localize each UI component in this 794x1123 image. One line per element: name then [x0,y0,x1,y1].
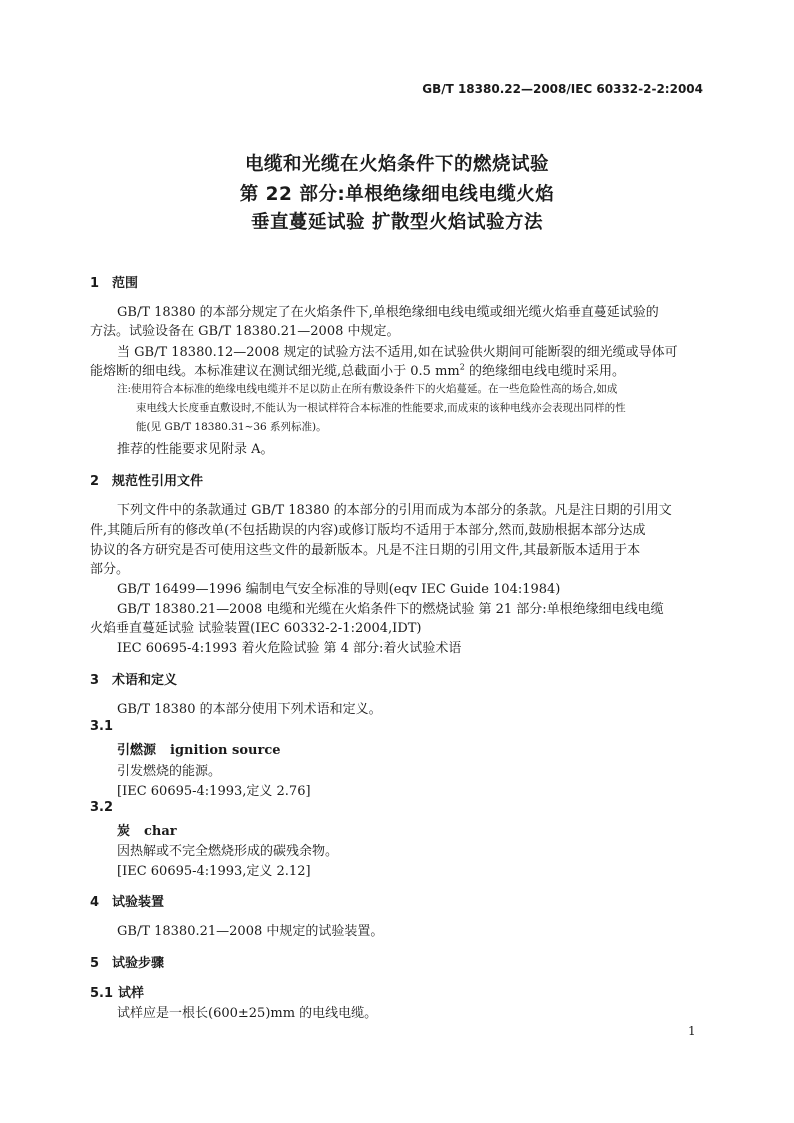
term-3-2-chinese: 炭 [117,824,131,839]
section-5-number: 5 [90,956,100,971]
term-3-1-source: [IEC 60695-4:1993,定义 2.76] [117,784,311,799]
section-5-title: 试验步骤 [112,956,165,971]
section-1-note-line-1: 注:使用符合本标准的绝缘电线电缆并不足以防止在所有敷设条件下的火焰蔓延。在一些危险性高的场合,如成 [117,383,618,395]
section-1-heading [90,272,138,291]
subsection-5-1-heading [90,982,144,1001]
reference-item-3: IEC 60695-4:1993 着火危险试验 第 4 部分:着火试验术语 [117,641,462,656]
section-4-heading [90,891,164,910]
term-3-1-english: ignition source [170,743,281,758]
term-3-2-heading [117,820,177,839]
section-5-heading [90,952,164,971]
term-3-1-number: 3.1 [90,719,114,734]
section-1-paragraph-3: 推荐的性能要求见附录 A。 [117,442,274,457]
term-3-2-number: 3.2 [90,800,114,815]
subsection-5-1-number: 5.1 [90,986,114,1001]
reference-item-2-line-1: GB/T 18380.21—2008 电缆和光缆在火焰条件下的燃烧试验 第 21 部分:单根绝缘细电线电缆 [117,602,664,617]
section-2-paragraph-line-1: 下列文件中的条款通过 GB/T 18380 的本部分的引用而成为本部分的条款。凡是注日期的引用文 [117,503,672,518]
section-2-paragraph-line-2: 件,其随后所有的修改单(不包括勘误的内容)或修订版均不适用于本部分,然而,鼓励根据本部分达成 [90,523,646,538]
section-4-title: 试验装置 [112,895,165,910]
subsection-5-1-title: 试样 [118,986,145,1001]
section-2-title: 规范性引用文件 [112,474,204,489]
section-2-paragraph-line-4: 部分。 [90,562,130,577]
term-3-2-english: char [144,824,177,839]
title-line-2: 第 22 部分:单根绝缘细电线电缆火焰 [239,184,555,205]
term-3-2-definition: 因热解或不完全燃烧形成的碳残余物。 [117,844,339,859]
term-3-1-chinese: 引燃源 [117,743,157,758]
page-number: 1 [688,1024,696,1038]
title-line-3: 垂直蔓延试验 扩散型火焰试验方法 [251,212,543,233]
section-1-number: 1 [90,276,100,291]
section-1-paragraph-2-line-1: 当 GB/T 18380.12—2008 规定的试验方法不适用,如在试验供火期间可能断裂的细光缆或导体可 [117,345,678,360]
reference-item-2-line-2: 火焰垂直蔓延试验 试验装置(IEC 60332-2-1:2004,IDT) [90,621,422,636]
section-1-note-line-3: 能(见 GB/T 18380.31~36 系列标准)。 [136,421,327,433]
term-3-1-definition: 引发燃烧的能源。 [117,764,222,779]
section-4-paragraph: GB/T 18380.21—2008 中规定的试验装置。 [117,924,384,939]
section-3-paragraph: GB/T 18380 的本部分使用下列术语和定义。 [117,702,382,717]
section-1-title: 范围 [112,276,139,291]
section-1-paragraph-2-line-2: 能熔断的细电线。本标准建议在测试细光缆,总截面小于 0.5 $mm^2$ 的绝缘细电线电缆时采用。 [90,362,625,379]
section-4-number: 4 [90,895,100,910]
section-3-title: 术语和定义 [112,673,178,688]
document-header-code: GB/T 18380.22—2008/IEC 60332-2-2:2004 [422,82,703,96]
term-3-2-source: [IEC 60695-4:1993,定义 2.12] [117,864,311,879]
section-1-paragraph-1-line-1: GB/T 18380 的本部分规定了在火焰条件下,单根绝缘细电线电缆或细光缆火焰垂直蔓延试验的 [117,305,659,320]
section-3-heading [90,669,177,688]
subsection-5-1-paragraph: 试样应是一根长(600±25)mm 的电线电缆。 [117,1006,378,1021]
title-line-1: 电缆和光缆在火焰条件下的燃烧试验 [244,154,549,175]
reference-item-1: GB/T 16499—1996 编制电气安全标准的导则(eqv IEC Guide 104:1984) [117,582,561,597]
section-2-heading [90,470,203,489]
section-3-number: 3 [90,673,100,688]
section-2-paragraph-line-3: 协议的各方研究是否可使用这些文件的最新版本。凡是不注日期的引用文件,其最新版本适用于本 [90,543,641,558]
section-2-number: 2 [90,474,100,489]
term-3-1-heading [117,739,281,758]
section-1-paragraph-1-line-2: 方法。试验设备在 GB/T 18380.21—2008 中规定。 [90,324,400,339]
section-1-note-line-2: 束电线大长度垂直敷设时,不能认为一根试样符合本标准的性能要求,而成束的该种电线亦会表现出同样的性 [136,402,626,414]
